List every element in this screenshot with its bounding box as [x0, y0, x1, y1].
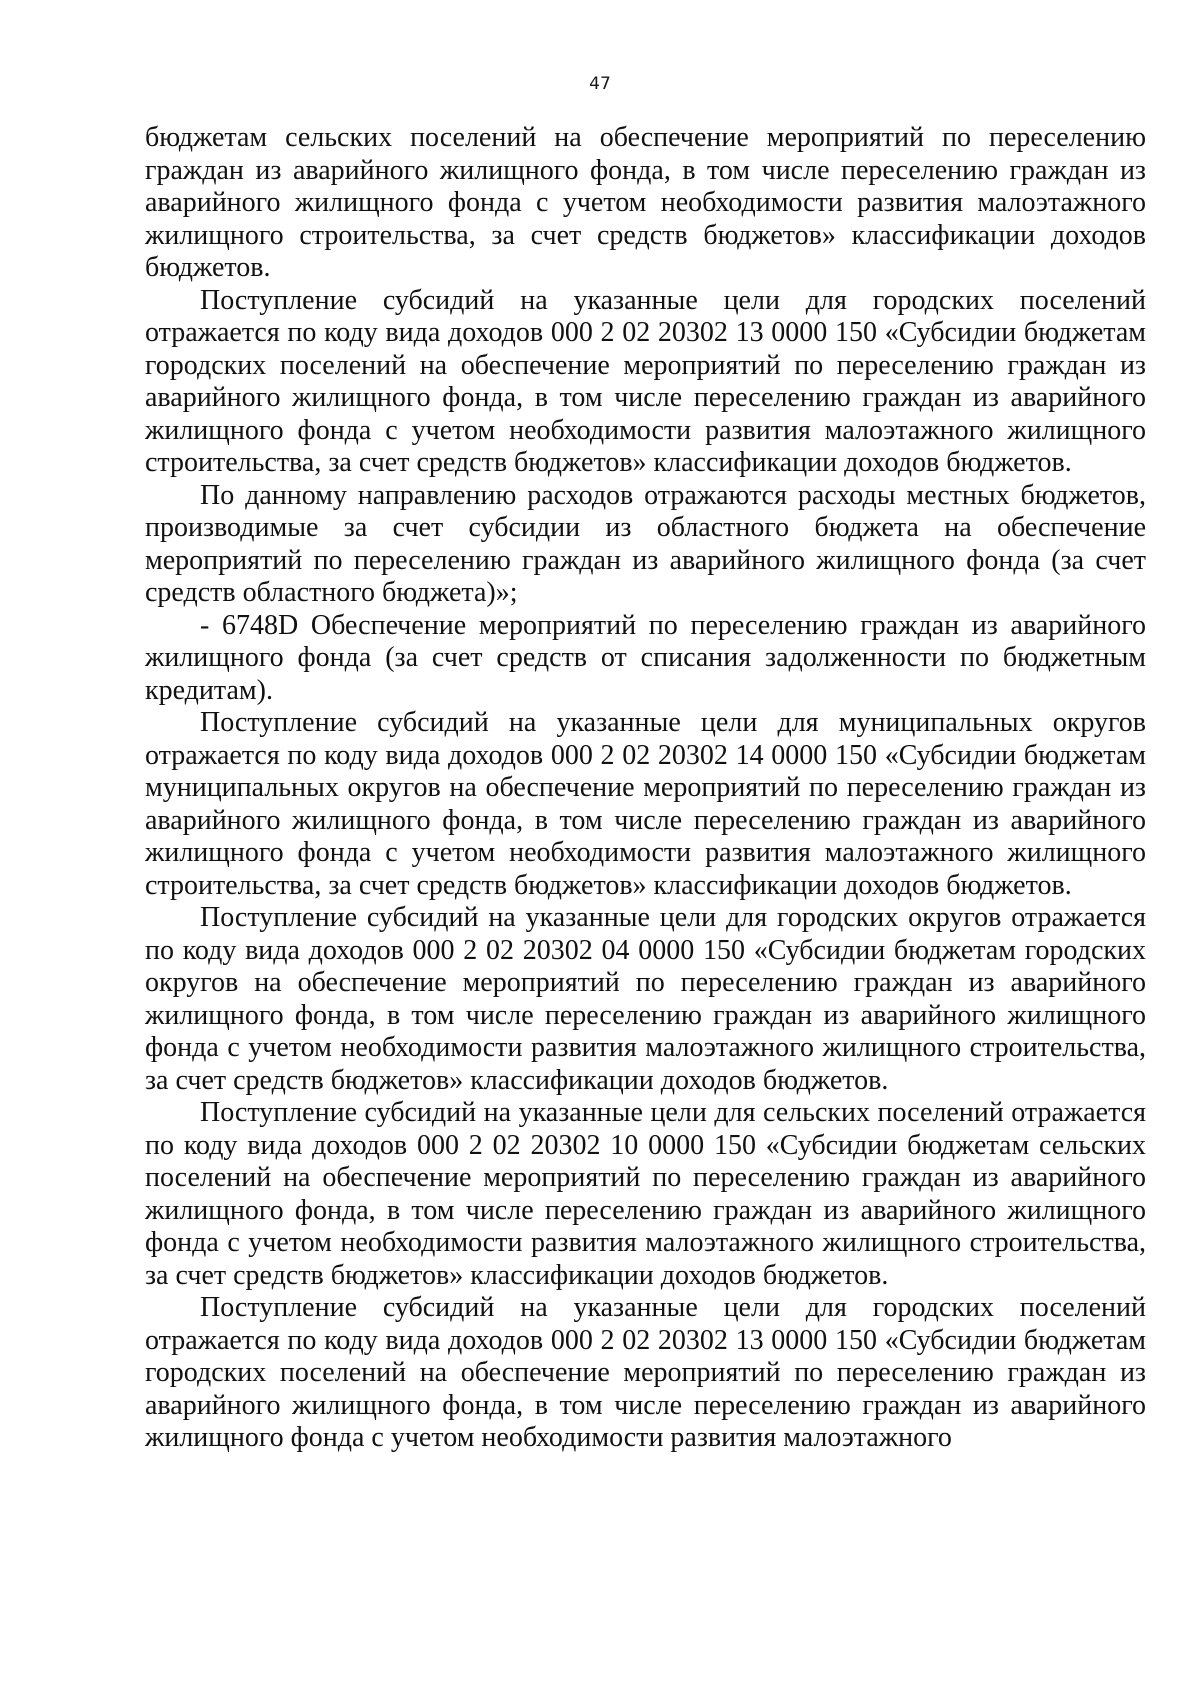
paragraph-municipal-districts: Поступление субсидий на указанные цели для муниципальных округов отражается по коду вида доходов 000 2 02 20302 14 0000 150 «Субсидии бюджетам муниципальных округов на обеспечение мероприятий по переселению граждан из аварийного жилищного фонда, в том числе переселению граждан из аварийного жилищного фонда с учетом необходимости развития малоэтажного жилищного строительства, за счет средств бюджетов» классификации доходов бюджетов. [145, 707, 1146, 901]
paragraph-continuation: бюджетам сельских поселений на обеспечение мероприятий по переселению граждан из аварийного жилищного фонда, в том числе переселению граждан из аварийного жилищного фонда с учетом необходимости развития малоэтажного жилищного строительства, за счет средств бюджетов» классификации доходов бюджетов. [145, 122, 1146, 283]
paragraph-rural-settlements: Поступление субсидий на указанные цели для сельских поселений отражается по коду вида доходов 000 2 02 20302 10 0000 150 «Субсидии бюджетам сельских поселений на обеспечение мероприятий по переселению граждан из аварийного жилищного фонда, в том числе переселению граждан из аварийного жилищного фонда с учетом необходимости развития малоэтажного жилищного строительства, за счет средств бюджетов» классификации доходов бюджетов. [145, 1097, 1146, 1291]
paragraph-urban-settlements-2: Поступление субсидий на указанные цели для городских поселений отражается по коду вида доходов 000 2 02 20302 13 0000 150 «Субсидии бюджетам городских поселений на обеспечение мероприятий по переселению граждан из аварийного жилищного фонда, в том числе переселению граждан из аварийного жилищного фонда с учетом необходимости развития малоэтажного [145, 1292, 1146, 1453]
document-body [145, 122, 1146, 1455]
paragraph-urban-settlements: Поступление субсидий на указанные цели для городских поселений отражается по коду вида доходов 000 2 02 20302 13 0000 150 «Субсидии бюджетам городских поселений на обеспечение мероприятий по переселению граждан из аварийного жилищного фонда, в том числе переселению граждан из аварийного жилищного фонда с учетом необходимости развития малоэтажного жилищного строительства, за счет средств бюджетов» классификации доходов бюджетов. [145, 284, 1146, 478]
paragraph-urban-districts: Поступление субсидий на указанные цели для городских округов отражается по коду вида доходов 000 2 02 20302 04 0000 150 «Субсидии бюджетам городских округов на обеспечение мероприятий по переселению граждан из аварийного жилищного фонда, в том числе переселению граждан из аварийного жилищного фонда с учетом необходимости развития малоэтажного жилищного строительства, за счет средств бюджетов» классификации доходов бюджетов. [145, 902, 1146, 1096]
paragraph-expense-direction: По данному направлению расходов отражаются расходы местных бюджетов, производимые за счет субсидии из областного бюджета на обеспечение мероприятий по переселению граждан из аварийного жилищного фонда (за счет средств областного бюджета)»; [145, 479, 1146, 608]
page-number: 47 [589, 74, 611, 94]
paragraph-6748d-item: - 6748D Обеспечение мероприятий по переселению граждан из аварийного жилищного фонда (за счет средств от списания задолженности по бюджетным кредитам). [145, 609, 1146, 706]
